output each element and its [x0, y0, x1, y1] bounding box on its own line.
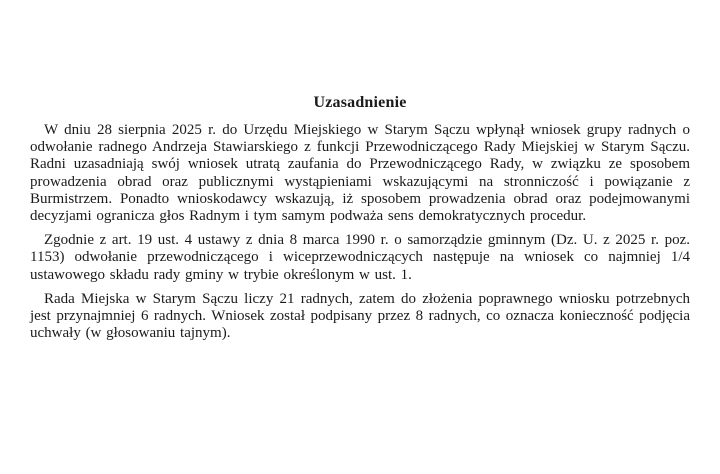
- paragraph-council-count: Rada Miejska w Starym Sączu liczy 21 radnych, zatem do złożenia poprawnego wniosku potrzebnych jest przynajmniej 6 radnych. Wniosek został podpisany przez 8 radnych, co oznacza konieczność podjęcia uchwały (w głosowaniu tajnym).: [30, 290, 690, 342]
- document-title: Uzasadnienie: [313, 94, 407, 111]
- paragraph-motion-submission: W dniu 28 sierpnia 2025 r. do Urzędu Miejskiego w Starym Sączu wpłynął wniosek grupy radnych o odwołanie radnego Andrzeja Stawiarskiego z funkcji Przewodniczącego Rady Miejskiej w Starym Sączu. Radni uzasadniają swój wniosek utratą zaufania do Przewodniczącego Rady, w związku ze sposobem prowadzenia obrad oraz publicznymi wystąpieniami wskazującymi na stronniczość i powiązanie z Burmistrzem. Ponadto wnioskodawcy wskazują, iż sposobem prowadzenia obrad oraz podejmowanymi decyzjami ogranicza głos Radnym i tym samym podważa sens demokratycznych procedur.: [30, 122, 690, 225]
- paragraph-legal-basis: Zgodnie z art. 19 ust. 4 ustawy z dnia 8 marca 1990 r. o samorządzie gminnym (Dz. U. z 2025 r. poz. 1153) odwołanie przewodniczącego i wiceprzewodniczących następuje na wniosek co najmniej 1/4 ustawowego składu rady gminy w trybie określonym w ust. 1.: [30, 232, 690, 283]
